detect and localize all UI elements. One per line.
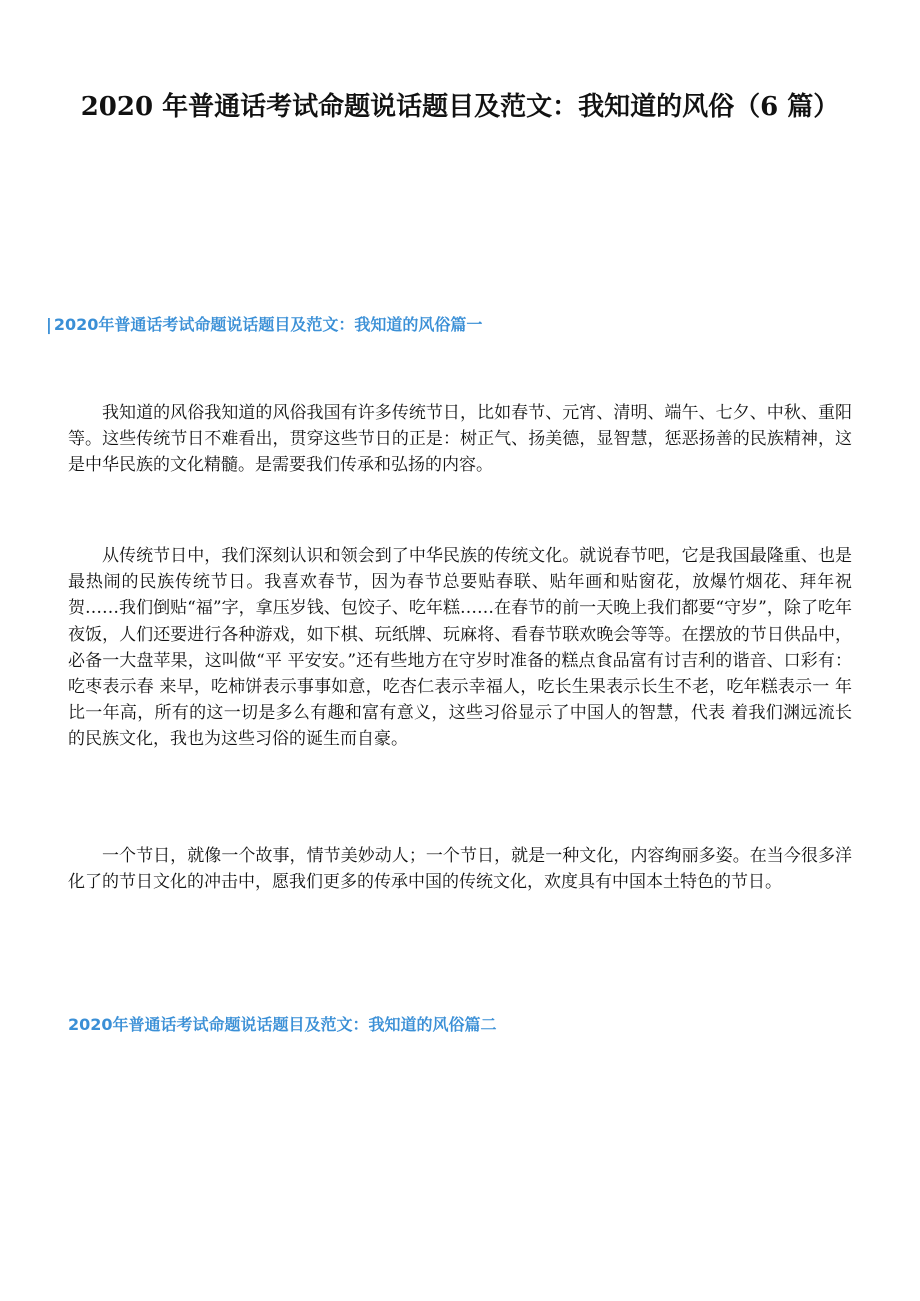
heading-bar: | [46,315,52,334]
paragraph-2: 从传统节日中，我们深刻认识和领会到了中华民族的传统文化。就说春节吧，它是我国最隆重、也是最热闹的民族传统节日。我喜欢春节，因为春节总要贴春联、贴年画和贴窗花，放爆竹烟花、拜年祝贺……我们倒贴“福”字，拿压岁钱、包饺子、吃年糕……在春节的前一天晚上我们都要“守岁”，除了吃年夜饭，人们还要进行各种游戏，如下棋、玩纸牌、玩麻将、看春节联欢晚会等等。在摆放的节日供品中，必备一大盘苹果，这叫做“平 平安安。”还有些地方在守岁时准备的糕点食品富有讨吉利的谐音、口彩有：吃枣表示春 来早，吃柿饼表示事事如意，吃杏仁表示幸福人，吃长生果表示长生不老，吃年糕表示一 年比一年高，所有的这一切是多么有趣和富有意义，这些习俗显示了中国人的智慧，代表 着我们渊远流长的民族文化，我也为这些习俗的诞生而自豪。 [68,546,852,750]
section-heading-1-text: 2020年普通话考试命题说话题目及范文：我知道的风俗篇一 [53,315,483,334]
paragraph-3: 一个节日，就像一个故事，情节美妙动人；一个节日，就是一种文化，内容绚丽多姿。在当今很多洋化了的节日文化的冲击中，愿我们更多的传承中国的传统文化，欢度具有中国本土特色的节日。 [68,846,852,893]
section-heading-1 [46,312,482,335]
paragraph-1: 我知道的风俗我知道的风俗我国有许多传统节日，比如春节、元宵、清明、端午、七夕、中秋、重阳等。这些传统节日不难看出，贯穿这些节日的正是：树正气、扬美德，显智慧，惩恶扬善的民族精神，这是中华民族的文化精髓。是需要我们传承和弘扬的内容。 [68,403,852,476]
section-heading-2: 2020年普通话考试命题说话题目及范文：我知道的风俗篇二 [68,1015,497,1034]
page-title: 2020 年普通话考试命题说话题目及范文：我知道的风俗（6 篇） [80,92,840,122]
